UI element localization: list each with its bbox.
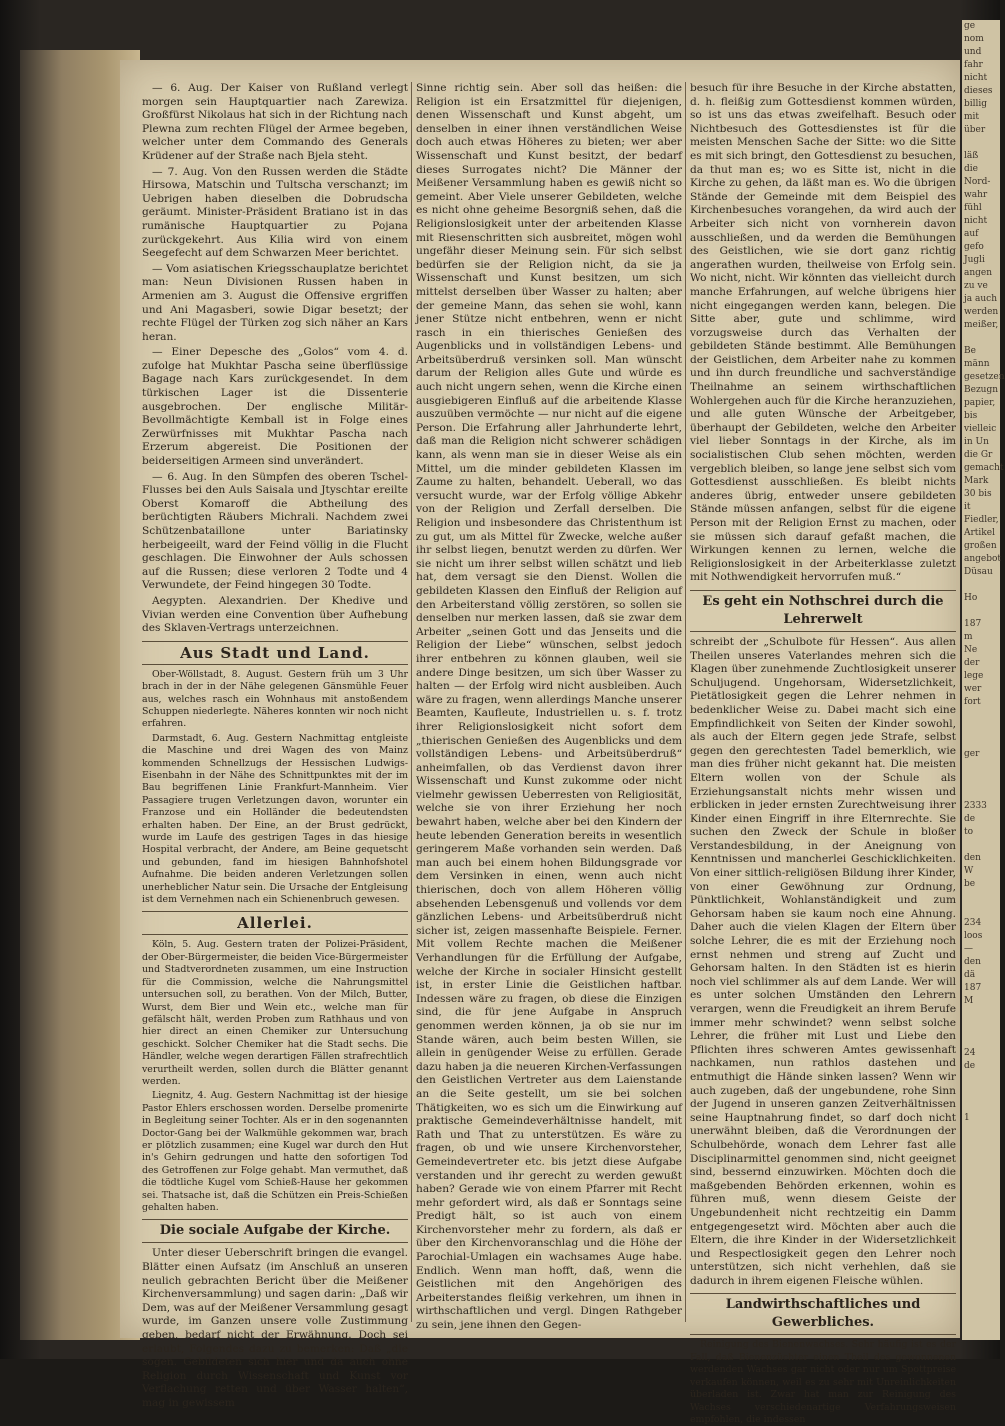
adjacent-page-text-fragment xyxy=(962,332,1000,345)
adjacent-page-text-fragment: angen xyxy=(964,268,993,278)
article-body-sociale-aufgabe-end: besuch für ihre Besuche in der Kirche abstatten, d. h. fleißig zum Gottesdienst kommen würden, so ist uns das etwas zweifelhaft. Besuch oder Nichtbesuch des Gottesdienstes ist für die meisten Menschen Sache der Sitte: wo die Sitte es mit sich bringt, den Gottesdienst zu besuchen, da thut man es; wo es Sitte ist, nicht in die Kirche zu gehen, da läßt man es. Wo die übrigen Stände der Gemeinde mit dem Beispiel des Kirchenbesuches vorangehen, da wird auch der Arbeiter sich nicht von vornherein davon ausschließen, und da werden die Bemühungen des Geistlichen, wie sie dort ganz richtig angerathen wurden, theilweise von Erfolg sein. Wo nicht, nicht. Wir könnten das vielleicht durch manche Erfahrungen, auf welche übrigens hier nicht eingegangen werden kann, belegen. Die Sitte aber, gute und schlimme, wird vorzugsweise durch das Verhalten der gebildeten Stände bestimmt. Alle Bemühungen der Geistlichen, dem Arbeiter nahe zu kommen und ihn durch freundliche und sachverständige Theilnahme an seinem wirthschaftlichen Wohlergehen auch für die Kirche heranzuziehen, und alle guten Wünsche der Arbeitgeber, überhaupt der Gebildeten, welche den Arbeiter viel lieber Sonntags in der Kirche, als im socialistischen Club sehen möchten, werden vergeblich bleiben, so lange jene selbst sich vom Gottesdienst ausschließen. Es bleibt nichts anderes übrig, entweder unsere gebildeten Stände müssen anfangen, selbst für die eigene Person mit der Religion Ernst zu machen, oder sie müssen sich darauf gefaßt machen, die Wirkungen kennen zu lernen, welche die Religionslosigkeit in der Arbeiterklasse zuletzt mit Nothwendigkeit hervorrufen muß.“ xyxy=(690,82,956,584)
adjacent-page-text-fragment: Bezugn xyxy=(964,385,999,395)
adjacent-page-text-fragment: gefo xyxy=(964,242,984,252)
article-body-lehrerwelt: schreibt der „Schulbote für Hessen“. Aus allen Theilen unseres Vaterlandes mehren sich die Klagen über zunehmende Zuchtlosigkeit unserer Schuljugend. Ungehorsam, Widersetzlichkeit, Pietätlosigkeit gegen die Lehrer nehmen in bedenklicher Weise zu. Dabei macht sich eine Empfindlichkeit von Seiten der Kinder sowohl, als auch der Eltern gegen jede Strafe, selbst gegen den gerechtesten Tadel bemerklich, wie man dies früher nicht gekannt hat. Die meisten Eltern wollen von der Schule als Erziehungsanstalt nichts mehr wissen und erblicken in jeder ernsten Zurechtweisung ihrer Kinder einen Eingriff in ihre Elternrechte. Sie suchen den Zweck der Schule in bloßer Verstandesbildung, in der Aneignung von Kenntnissen und mancherlei Geschicklichkeiten. Von einer sittlich-religiösen Bildung ihrer Kinder, von einer Gewöhnung zur Ordnung, Pünktlichkeit, Wohlanständigkeit und zum Gehorsam haben sie kaum noch eine Ahnung. Daher auch die vielen Klagen der Eltern über solche Lehrer, die es mit der Erziehung noch ernst nehmen und streng auf Zucht und Gehorsam halten. In den Städten ist es hierin noch viel schlimmer als auf dem Lande. Wer will es unter solchen Umständen den Lehrern verargen, wenn die Freudigkeit an ihrem Berufe immer mehr schwindet? wenn selbst solche Lehrer, die früher mit Lust und Liebe den Pflichten ihres schweren Amtes gewissenhaft nachkamen, nun rathlos dastehen und entmuthigt die Hände sinken lassen? Wenn wir auch zugeben, daß der ungebundene, rohe Sinn der Jugend in unseren ganzen Zeitverhältnissen seine Hauptnahrung findet, so darf doch nicht unerwähnt bleiben, daß die Verordnungen der Schulbehörde, wonach dem Lehrer fast alle Disciplinarmittel genommen sind, nicht geeignet sind, bessernd einzuwirken. Möchten doch die maßgebenden Behörden erkennen, wohin es führen muß, wenn diesem Geiste der Ungebundenheit nicht rechtzeitig ein Damm entgegengesetzt wird. Möchten aber auch die Eltern, die ihre Kinder in der Widersetzlichkeit und Respectlosigkeit gegen den Lehrer noch unterstützen, sich nicht verhehlen, daß sie dadurch in ihrem eigenen Fleische wühlen. xyxy=(690,635,956,1287)
adjacent-page-text-fragment xyxy=(962,1034,1000,1047)
adjacent-page-text-fragment: 234 xyxy=(964,918,982,928)
column-2 xyxy=(416,82,682,1332)
adjacent-page-text-fragment: to xyxy=(964,827,974,837)
adjacent-page-text-fragment xyxy=(962,605,1000,618)
adjacent-page-text-fragment: dä xyxy=(964,970,976,980)
adjacent-page-text-fragment: fahr xyxy=(964,60,983,70)
column-divider xyxy=(685,82,686,1322)
article-body-bienenwachs: Reinigung des Bienenwachses. Sehr häufig ist es der Fall, daß Bienenzüchter einen Theil des gewonnenen werdenden Wachses gar nicht oder nur um Spottpreise verkaufen können, weil es zu sehr mit Unreinlichkeiten überladen ist. Zwar hat man zur Reinigung des Wachses verschiedenartige Verfahrungsweisen empfohlen, die indessen xyxy=(690,1339,956,1425)
adjacent-page-text-fragment: Mark xyxy=(964,476,989,486)
adjacent-page-text-fragment: it xyxy=(964,502,971,512)
adjacent-page-text-fragment: den xyxy=(964,957,981,967)
article-body-sociale-aufgabe-cont: Sinne richtig sein. Aber soll das heißen: die Religion ist ein Ersatzmittel für diejenigen, denen Wissenschaft und Kunst abgeht, um denselben in einer ihnen verständlichen Weise doch auch etwas Höheres zu bieten; wer aber Wissenschaft und Kunst besitzt, der bedarf dieses Surrogates nicht? Die Männer der Meißener Versammlung haben es gewiß nicht so gemeint. Aber Viele unserer Gebildeten, welche es nicht ohne geheime Besorgniß sehen, daß die Religionslosigkeit unter der arbeitenden Klasse mit Riesenschritten sich ausbreitet, mögen wohl ungefähr dieser Meinung sein. Für sich selbst bedürfen sie der Religion nicht, da sie ja Wissenschaft und Kunst besitzen, um sich mittelst derselben über Wasser zu halten; aber der gemeine Mann, das sehen sie wohl, kann jener Stütze nicht entbehren, wenn er nicht rasch in ein thierisches Genießen des Augenblicks und in vollständigen Lebens- und Arbeitsüberdruß versinken soll. Man wünscht darum der Religion alles Gute und würde es auch nicht ungern sehen, wenn die Kirche einen ausgiebigeren Einfluß auf die arbeitende Klasse auszuüben vermöchte — nur nicht auf die eigene Person. Die Erfahrung aller Jahrhunderte lehrt, daß man die Religion nicht schwerer schädigen kann, als wenn man sie in dieser Weise als ein Mittel, um die minder gebildeten Klassen im Zaume zu halten, behandelt. Ueberall, wo das versucht wurde, war der Erfolg völlige Abkehr von der Religion und Zerfall derselben. Die Religion und insbesondere das Christenthum ist zu gut, um als Mittel für Zwecke, welche außer ihr selbst liegen, benutzt werden zu dürfen. Wer sie nicht um ihrer selbst willen schätzt und lieb hat, dem versagt sie den Dienst. Wollen die gebildeten Klassen den Einfluß der Religion auf den Arbeiterstand völlig zerstören, so sollen sie denselben nur merken lassen, daß sie zwar dem Arbeiter „seinen Gott und das Jenseits und die Religion der Liebe“ wünschen, selbst jedoch ihrer entbehren zu können glauben, weil sie andere Dinge besitzen, um sich über Wasser zu halten — der Erfolg wird nicht ausbleiben. Auch wäre zu fragen, wenn allerdings Manche unserer Beamten, Kaufleute, Industriellen u. s. f. trotz ihrer Religionslosigkeit nicht sofort dem „thierischen Genießen des Augenblicks und dem vollständigen Lebens- und Arbeitsüberdruß“ anheimfallen, ob das Verdienst davon ihrer Wissenschaft und Kunst zukomme oder nicht vielmehr gewissen Ueberresten von Religiosität, welche sie von ihrer Erziehung her noch bewahrt haben, welche aber bei den Kindern der heute lebenden Generation bereits in wesentlich geringerem Maße vorhanden sein werden. Daß man auch bei einem hohen Bildungsgrade vor dem Versinken in einen, wenn auch nicht thierischen, doch von allem Höheren völlig absehenden Lebensgenuß und vollends vor dem gänzlichen Lebens- und Arbeitsüberdruß nicht sicher ist, zeigen massenhafte Beispiele. Ferner. Mit vollem Rechte machen die Meißener Verhandlungen für die Erfüllung der Aufgabe, welche der Kirche in socialer Hinsicht gestellt ist, in erster Linie die Geistlichen haftbar. Indessen wäre zu fragen, ob diese die Einzigen sind, die für jene Aufgabe in Anspruch genommen werden können, ja ob sie nur im Stande wären, auch beim besten Willen, sie allein in genügender Weise zu erfüllen. Gerade dazu haben ja die neueren Kirchen-Verfassungen den Geistlichen Vertreter aus dem Laienstande an die Seite gestellt, um sie bei solchen Thätigkeiten, wo es sich um die Einwirkung auf praktische Gemeindeverhältnisse handelt, mit Rath und That zu unterstützen. Es wäre zu fragen, ob und wie unsere Kirchenvorsteher, Gemeindevertreter etc. bis jetzt diese Aufgabe verstanden und ihr gerecht zu werden gewußt haben? Gerade wie von einem Pfarrer mit Recht mehr gefordert wird, als daß er Sonntags seine Predigt hält, so ist auch von einem Kirchenvorsteher mehr zu fordern, als daß er über den Kirchenvoranschlag und die Höhe der Parochial-Umlagen ein wachsames Auge habe. Endlich. Wenn man hofft, daß, wenn die Geistlichen mit den Angehörigen des Arbeiterstandes fleißig verkehren, um ihnen in wirthschaftlichen und vergl. Dingen Rathgeber zu sein, jene ihnen den Gegen- xyxy=(416,82,682,1332)
adjacent-page-text-fragment: läß xyxy=(964,151,979,161)
adjacent-page-text-fragment xyxy=(962,1086,1000,1099)
adjacent-page-text-fragment: nicht xyxy=(964,73,988,83)
adjacent-page-text-fragment xyxy=(962,579,1000,592)
adjacent-page-text-fragment xyxy=(962,774,1000,787)
misc-item-koeln: Köln, 5. Aug. Gestern traten der Polizei-Präsident, der Ober-Bürgermeister, die beiden Vice-Bürgermeister und Stadtverordneten zusammen, um eine Instruction für die Commission, welche die Nahrungsmittel untersuchen soll, zu berathen. Von der Milch, Butter, Wurst, dem Bier und Wein etc., welche man für gefälscht hält, werden Proben zum Rathhaus und von hier direct an einen Chemiker zur Untersuchung geschickt. Solcher Chemiker hat die Stadt sechs. Die Händler, welche wegen derartigen Fällen strafrechtlich verurtheilt werden, sollen durch die Blätter genannt werden. xyxy=(142,939,409,1087)
adjacent-page-text-fragment: W xyxy=(964,866,974,876)
adjacent-page-text-fragment: bis xyxy=(964,411,978,421)
adjacent-page-text-fragment: großen xyxy=(964,541,997,551)
news-item-dobrudscha: — 7. Aug. Von den Russen werden die Städte Hirsowa, Matschin und Tultscha verschanzt; im Uebrigen haben dieselben die Dobrudscha geräumt. Minister-Präsident Bratiano ist in das rumänische Hauptquartier zu Pojana zurückgekehrt. Aus Kilia wird von einem Seegefecht auf dem Schwarzen Meer berichtet. xyxy=(142,165,408,260)
news-item-golos-dispatch: — Einer Depesche des „Golos“ vom 4. d. zufolge hat Mukhtar Pascha seine überflüssige Bagage nach Kars zurückgesendet. In dem türkischen Lager ist die Dissenterie ausgebrochen. Der englische Militär-Bevollmächtigte Kemball ist in Folge eines Zerwürfnisses mit Mukhtar Pascha nach Erzerum abgereist. Die Positionen der beiderseitigen Armeen sind unverändert. xyxy=(142,346,408,468)
adjacent-page-text-fragment: 187 xyxy=(964,619,982,629)
adjacent-page-text-fragment: fort xyxy=(964,697,981,707)
adjacent-page-text-fragment xyxy=(962,1099,1000,1112)
adjacent-page-text-fragment: loos xyxy=(964,931,983,941)
adjacent-page-text-fragment: über xyxy=(964,125,986,135)
adjacent-page-text-fragment: 30 bis xyxy=(964,489,992,499)
adjacent-page-text-fragment: Ho xyxy=(964,593,978,603)
adjacent-page-text-fragment: dieses xyxy=(964,86,993,96)
adjacent-page-text-fragment: gemacht xyxy=(964,463,1004,473)
adjacent-page-text-fragment: billig xyxy=(964,99,988,109)
adjacent-page-text-fragment: wer xyxy=(964,684,982,694)
adjacent-page-text-fragment: de xyxy=(964,814,976,824)
adjacent-page-text-fragment: mit xyxy=(964,112,980,122)
adjacent-page-text-fragment: 1 xyxy=(964,1113,970,1123)
adjacent-page-text-fragment xyxy=(962,709,1000,722)
adjacent-page-text-fragment xyxy=(962,787,1000,800)
adjacent-page-text-fragment: und xyxy=(964,47,982,57)
adjacent-page-text-fragment xyxy=(962,1008,1000,1021)
news-item-komaroff: — 6. Aug. In den Sümpfen des oberen Tschel-Flusses bei den Auls Saisala und Jtyschtar ereilte Oberst Komaroff die Abtheilung des berüchtigten Räubers Michrali. Nachdem zwei Schützenbataillone unter Bariatinsky herbeigeeilt, ward der Feind völlig in die Flucht geschlagen. Die Einwohner der Auls schossen auf die Russen; diese verloren 2 Todte und 4 Verwundete, der Feind hingegen 30 Todte. xyxy=(142,470,408,592)
adjacent-page-text-fragment xyxy=(962,1138,1000,1151)
adjacent-page-text-fragment xyxy=(962,1021,1000,1034)
column-3 xyxy=(690,82,956,1425)
adjacent-page-text-fragment: angebot xyxy=(964,554,1002,564)
article-heading-lehrerwelt: Es geht ein Nothschrei durch die Lehrerwelt xyxy=(690,590,956,632)
adjacent-page-text-fragment: papier, xyxy=(964,398,996,408)
adjacent-page-text-fragment: ja auch xyxy=(964,294,998,304)
adjacent-page-text-fragment: m xyxy=(964,632,973,642)
adjacent-page-text-fragment: die Gr xyxy=(964,450,993,460)
adjacent-page-text-fragment: Nord- xyxy=(964,177,991,187)
adjacent-page-text-fragment xyxy=(962,1151,1000,1164)
adjacent-page-text-fragment xyxy=(962,904,1000,917)
adjacent-page-text-fragment: Fiedler, xyxy=(964,515,999,525)
adjacent-page-text-fragment: die xyxy=(964,164,978,174)
adjacent-page-text-fragment: Artikel xyxy=(964,528,995,538)
section-heading-stadt-land: Aus Stadt und Land. xyxy=(142,641,408,665)
news-item-egypt: Aegypten. Alexandrien. Der Khedive und Vivian werden eine Convention über Aufhebung des Sklaven-Vertrags unterzeichnen. xyxy=(142,594,408,635)
adjacent-page-text-fragment xyxy=(962,839,1000,852)
adjacent-page-text-fragment: werden xyxy=(964,307,999,317)
adjacent-page-text-fragment: Jugli xyxy=(964,255,985,265)
adjacent-page-text-fragment xyxy=(962,891,1000,904)
adjacent-page-text-fragment: vielleic xyxy=(964,424,997,434)
adjacent-page-text-fragment: männ xyxy=(964,359,990,369)
adjacent-page-text-fragment: nicht xyxy=(964,216,988,226)
adjacent-page-text-fragment: lege xyxy=(964,671,984,681)
adjacent-page-text-fragment: auf xyxy=(964,229,979,239)
adjacent-page-text-fragment: ger xyxy=(964,749,980,759)
adjacent-page-text-fragment: Ne xyxy=(964,645,978,655)
adjacent-page-text-fragment: in Un xyxy=(964,437,989,447)
adjacent-page-text-fragment: meißer, xyxy=(964,320,999,330)
local-item-darmstadt: Darmstadt, 6. Aug. Gestern Nachmittag entgleiste die Maschine und drei Wagen des von Mainz kommenden Schnellzugs der Hessischen Ludwigs-Eisenbahn in der Nähe des Schnittpunktes mit der im Bau begriffenen Linie Frankfurt-Mannheim. Vier Passagiere trugen Verletzungen davon, worunter ein Franzose und ein Holländer die bedeutendsten erhalten haben. Der Eine, an der Brust gedrückt, wurde im Laufe des gestrigen Tages in das hiesige Hospital verbracht, der Andere, am Beine gequetscht und gebunden, fand im hiesigen Bahnhofshotel Aufnahme. Die beiden anderen Verletzungen sollen unerheblicher Natur sein. Die Ursache der Entgleisung ist dem Vernehmen nach ein Schienenbruch gewesen. xyxy=(142,732,408,906)
adjacent-page-text-fragment xyxy=(962,1125,1000,1138)
section-heading-allerlei: Allerlei. xyxy=(142,911,408,935)
adjacent-page-text-fragment: gesetzen xyxy=(964,372,1005,382)
misc-item-liegnitz: Liegnitz, 4. Aug. Gestern Nachmittag ist der hiesige Pastor Ehlers erschossen worden. Derselbe promenirte in Begleitung seiner Tochter. Als er in den sogenannten Doctor-Gang bei der Walkmühle gekommen war, brach er plötzlich zusammen; eine Kugel war durch den Hut in's Gehirn gedrungen und hatte den sofortigen Tod des Getroffenen zur Folge gehabt. Man vermuthet, daß die tödtliche Kugel vom Schieß-Hause her gekommen sei. Thatsache ist, daß die Schützen ein Preis-Schießen gehalten haben. xyxy=(142,1090,408,1213)
adjacent-page-text-fragment: fühl xyxy=(964,203,982,213)
adjacent-page-text-fragment: be xyxy=(964,879,976,889)
adjacent-page-text-fragment: 24 xyxy=(964,1048,976,1058)
adjacent-page-text-fragment: 2333 xyxy=(964,801,987,811)
adjacent-page-text-fragment: nom xyxy=(964,34,984,44)
adjacent-page-text-fragment: 187 xyxy=(964,983,982,993)
adjacent-page-text-fragment: de xyxy=(964,1061,976,1071)
column-divider xyxy=(411,82,412,1322)
news-item-asia-front: — Vom asiatischen Kriegsschauplatze berichtet man: Neun Divisionen Russen haben in Armenien am 3. August die Offensive ergriffen und Ani Magasberi, sowie Digar besetzt; der rechte Flügel der Türken zog sich näher an Kars heran. xyxy=(142,262,408,343)
adjacent-page-text-fragment: — xyxy=(964,944,973,954)
news-item-russia-hq: — 6. Aug. Der Kaiser von Rußland verlegt morgen sein Hauptquartier nach Zarewiza. Großfürst Nikolaus hat sich in der Richtung nach Plewna zum rechten Flügel der Armee begeben, welcher unter dem Commando des Generals Krüdener auf der Straße nach Bjela steht. xyxy=(142,82,408,162)
adjacent-page-text-fragment: der xyxy=(964,658,980,668)
adjacent-page-text-fragment: wahr xyxy=(964,190,988,200)
adjacent-page-text-fragment xyxy=(962,722,1000,735)
adjacent-page-text-fragment: ge xyxy=(964,21,976,31)
adjacent-page-fragment xyxy=(962,20,1005,1340)
adjacent-page-text-fragment: den xyxy=(964,853,981,863)
local-item-ober-woellstadt: Ober-Wöllstadt, 8. August. Gestern früh um 3 Uhr brach in der in der Nähe gelegenen Gänsmühle Feuer aus, welches rasch ein Wohnhaus mit anstoßendem Schuppen niederlegte. Näheres konnten wir noch nicht erfahren. xyxy=(142,668,408,730)
section-heading-landwirthschaft: Landwirthschaftliches und Gewerbliches. xyxy=(690,1293,956,1335)
article-body-sociale-aufgabe-start: Unter dieser Ueberschrift bringen die evangel. Blätter einen Aufsatz (im Anschluß an unseren neulich gebrachten Bericht über die Meißener Kirchenversammlung) und sagen darin: „Daß wir Dem, was auf der Meißener Versammlung gesagt wurde, im Ganzen unsere volle Zustimmung geben, bedarf nicht der Erwähnung. Doch sei erlaubt, Folgendes dazu zu bemerken: Daß „die sogen. Gebildeten sich hier und da auch ohne Religion durch Wissenschaft und Kunst vor Verflachung retten und über Wasser halten“, mag in gewissem xyxy=(142,1247,408,1409)
adjacent-page-text-fragment xyxy=(962,735,1000,748)
adjacent-page-text-fragment xyxy=(962,1073,1000,1086)
column-1 xyxy=(142,82,409,1409)
newspaper-page xyxy=(120,60,960,1425)
adjacent-page-text-fragment xyxy=(962,137,1000,150)
adjacent-page-text-fragment: Düsau xyxy=(964,567,993,577)
adjacent-page-text-fragment: Be xyxy=(964,346,976,356)
adjacent-page-text-fragment: M xyxy=(964,996,974,1006)
article-heading-sociale-aufgabe: Die sociale Aufgabe der Kirche. xyxy=(142,1219,408,1243)
adjacent-page-text-fragment xyxy=(962,761,1000,774)
adjacent-page-text-fragment: zu ve xyxy=(964,281,988,291)
